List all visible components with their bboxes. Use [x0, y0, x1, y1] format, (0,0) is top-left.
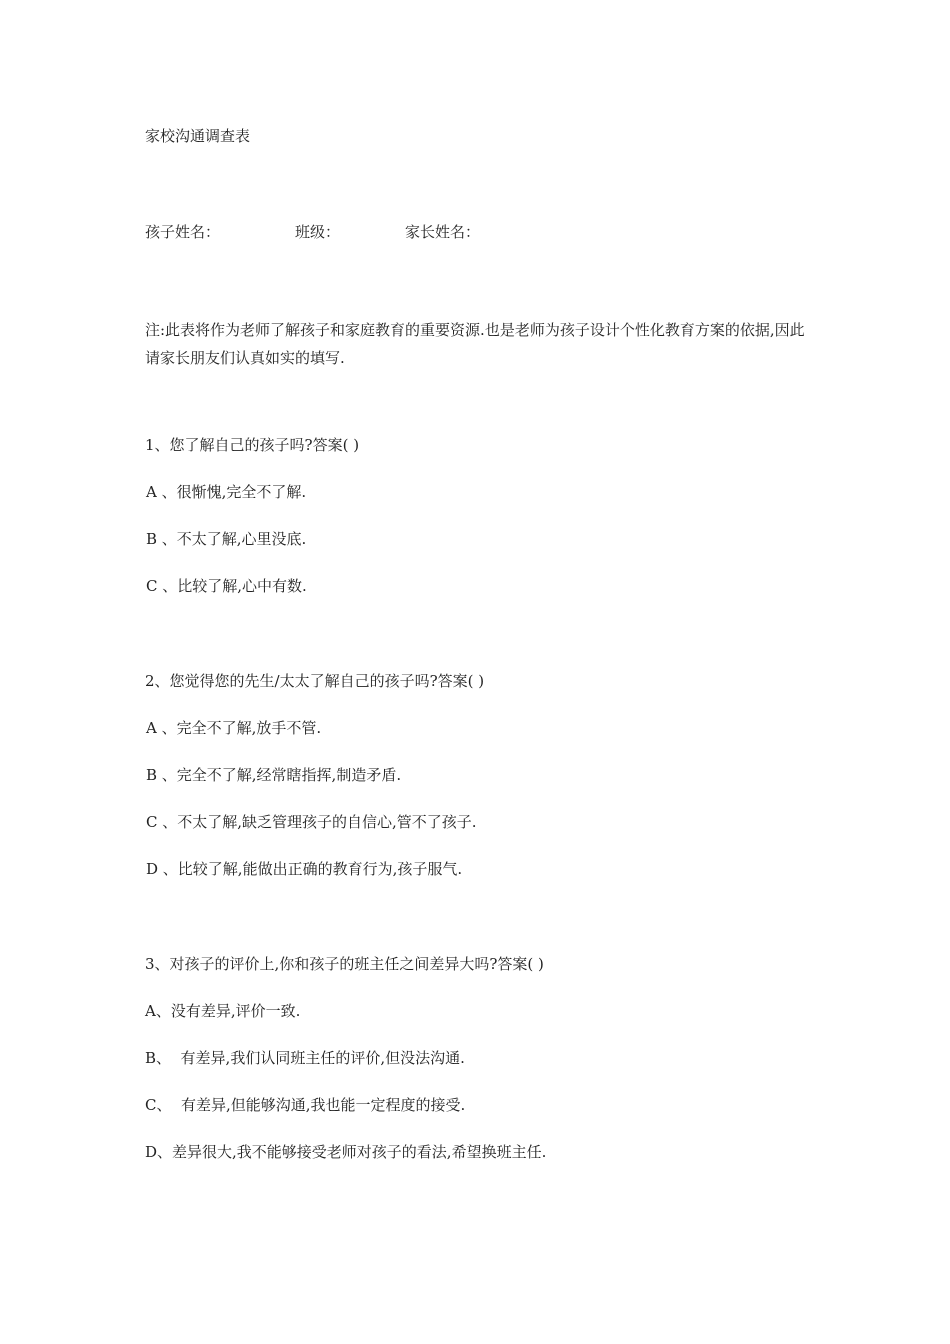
question-3-option-a: A、没有差异,评价一致. [145, 1002, 301, 1020]
question-2-option-c: C 、不太了解,缺乏管理孩子的自信心,管不了孩子. [146, 813, 477, 831]
question-1-option-a: A 、很惭愧,完全不了解. [146, 483, 307, 501]
question-3-option-d: D、差异很大,我不能够接受老师对孩子的看法,希望换班主任. [145, 1143, 547, 1161]
child-name-label: 孩子姓名： [145, 223, 221, 241]
question-2-option-b: B 、完全不了解,经常瞎指挥,制造矛盾. [146, 766, 402, 784]
question-1: 1、您了解自己的孩子吗?答案( ) [145, 436, 360, 454]
question-2-option-d: D 、比较了解,能做出正确的教育行为,孩子服气. [146, 860, 463, 878]
question-1-option-b: B 、不太了解,心里没底. [146, 530, 307, 548]
class-label: 班级： [295, 223, 341, 241]
note-paragraph: 注:此表将作为老师了解孩子和家庭教育的重要资源.也是老师为孩子设计个性化教育方案的依据,因此请家长朋友们认真如实的填写. [145, 321, 805, 367]
question-1-option-c: C 、比较了解,心中有数. [146, 577, 307, 595]
question-3-option-c: C、 有差异,但能够沟通,我也能一定程度的接受. [145, 1096, 466, 1114]
question-2-option-a: A 、完全不了解,放手不管. [146, 719, 322, 737]
info-row [145, 222, 480, 242]
question-3: 3、对孩子的评价上,你和孩子的班主任之间差异大吗?答案( ) [145, 955, 544, 973]
page-title: 家校沟通调查表 [145, 127, 251, 145]
question-2: 2、您觉得您的先生/太太了解自己的孩子吗?答案( ) [145, 672, 485, 690]
parent-name-label: 家长姓名： [405, 223, 481, 241]
question-3-option-b: B、 有差异,我们认同班主任的评价,但没法沟通. [145, 1049, 465, 1067]
